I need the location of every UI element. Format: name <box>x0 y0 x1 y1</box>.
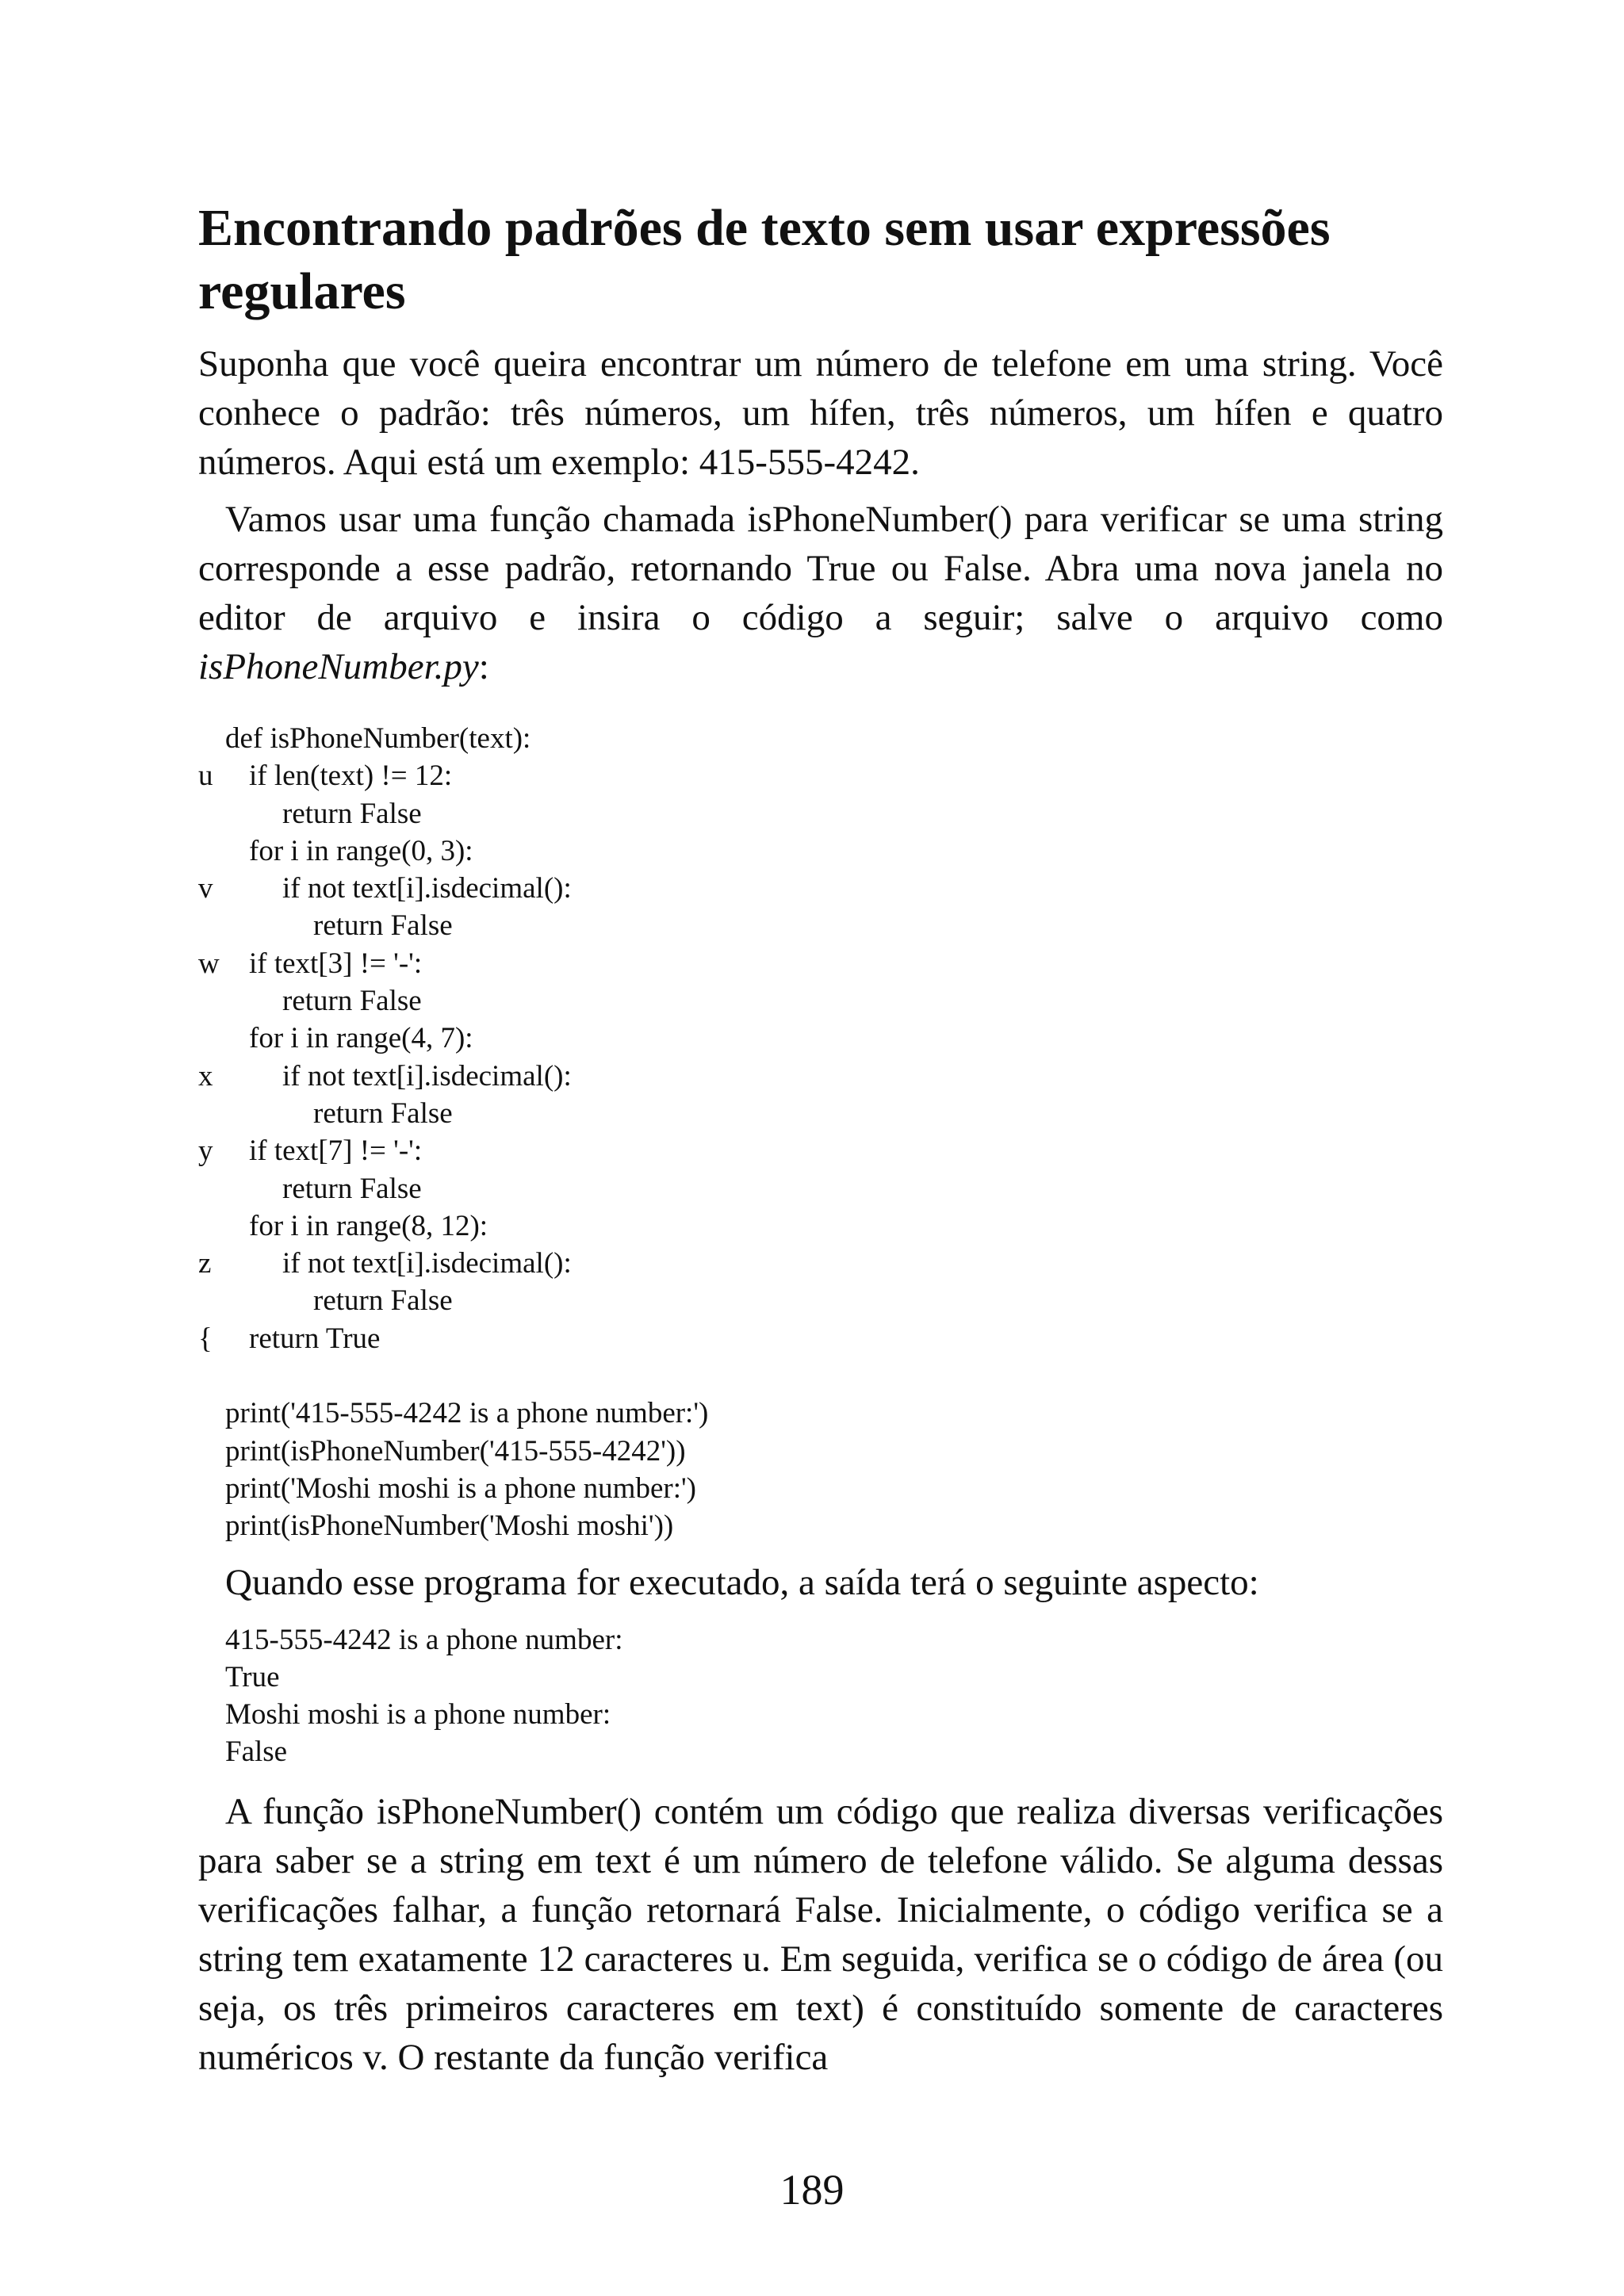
code-line <box>198 1507 1443 1544</box>
code-text: print(isPhoneNumber('Moshi moshi')) <box>225 1510 674 1543</box>
output-line: False <box>225 1735 288 1769</box>
code-callout-marker: y <box>198 1135 213 1168</box>
code-text: if not text[i].isdecimal(): <box>282 1059 572 1093</box>
code-text: return False <box>282 985 422 1018</box>
code-line <box>198 907 1443 944</box>
output-line: True <box>225 1660 280 1693</box>
page-content <box>198 197 1443 2082</box>
code-text: print('415-555-4242 is a phone number:') <box>225 1397 709 1430</box>
code-text: return True <box>249 1322 381 1355</box>
code-text: if text[3] != '-': <box>249 947 423 980</box>
code-callout-marker: z <box>198 1247 212 1280</box>
code-line <box>198 1282 1443 1319</box>
section-heading: Encontrando padrões de texto sem usar expressões regulares <box>198 199 1331 320</box>
code-blank-line <box>198 1357 1443 1395</box>
code-line <box>198 1320 1443 1357</box>
code-text: return False <box>313 909 453 943</box>
code-callout-marker: u <box>198 760 213 793</box>
code-line <box>198 720 1443 757</box>
instruction-text: Vamos usar uma função chamada isPhoneNumber() para verificar se uma string corresponde a esse padrão, retornando True ou False. Abra uma nova janela no editor de arquivo e insira o código a seguir; salve o arquivo como <box>198 499 1443 638</box>
code-line <box>198 1470 1443 1507</box>
code-text: if not text[i].isdecimal(): <box>282 1247 572 1280</box>
code-callout-marker: { <box>198 1322 213 1355</box>
code-line <box>198 1245 1443 1282</box>
code-line <box>198 1207 1443 1245</box>
output-intro: Quando esse programa for executado, a saída terá o seguinte aspecto: <box>225 1561 1259 1603</box>
code-text: print('Moshi moshi is a phone number:') <box>225 1471 696 1505</box>
code-text: for i in range(8, 12): <box>249 1209 488 1242</box>
code-text: def isPhoneNumber(text): <box>225 722 531 755</box>
code-line <box>198 1058 1443 1095</box>
code-line <box>198 945 1443 982</box>
code-text: return False <box>313 1284 453 1318</box>
code-text: return False <box>282 1172 422 1205</box>
instruction-suffix: : <box>478 646 489 687</box>
code-callout-marker: v <box>198 872 213 905</box>
explanation-paragraph: A função isPhoneNumber() contém um código que realiza diversas verificações para saber se a string em text é um número de telefone válido. Se alguma dessas verificações falhar, a função retornará False. Inicialmente, o código verifica se a string tem exatamente 12 caracteres u. Em seguida, verifica se o código de área (ou seja, os três primeiros caracteres em text) é constituído somente de caracteres numéricos v. O restante da função verifica <box>198 1790 1443 2078</box>
code-line <box>198 1433 1443 1470</box>
output-line: 415-555-4242 is a phone number: <box>225 1623 623 1656</box>
program-output <box>198 1621 1443 1771</box>
code-text: return False <box>282 797 422 830</box>
page-number: 189 <box>779 2166 845 2214</box>
code-line <box>198 1020 1443 1057</box>
code-line <box>198 757 1443 794</box>
code-text: for i in range(4, 7): <box>249 1022 473 1055</box>
code-text: print(isPhoneNumber('415-555-4242')) <box>225 1434 686 1468</box>
code-line <box>198 982 1443 1020</box>
code-line <box>198 1395 1443 1432</box>
code-text: if not text[i].isdecimal(): <box>282 872 572 905</box>
code-line <box>198 832 1443 870</box>
code-line <box>198 1095 1443 1132</box>
output-line: Moshi moshi is a phone number: <box>225 1698 611 1732</box>
instruction-paragraph <box>198 495 1443 691</box>
code-callout-marker: x <box>198 1059 213 1093</box>
code-text: for i in range(0, 3): <box>249 834 473 867</box>
code-line <box>198 795 1443 832</box>
code-line <box>198 870 1443 907</box>
code-text: if len(text) != 12: <box>249 760 453 793</box>
code-line <box>198 1132 1443 1169</box>
code-line <box>198 1170 1443 1207</box>
intro-paragraph: Suponha que você queira encontrar um número de telefone em uma string. Você conhece o padrão: três números, um hífen, três números, um hífen e quatro números. Aqui está um exemplo: 415-555-4242. <box>198 343 1443 483</box>
filename-italic: isPhoneNumber.py <box>198 646 479 687</box>
code-callout-marker: w <box>198 947 220 980</box>
code-listing <box>198 720 1443 1545</box>
code-text: return False <box>313 1096 453 1130</box>
code-text: if text[7] != '-': <box>249 1135 423 1168</box>
